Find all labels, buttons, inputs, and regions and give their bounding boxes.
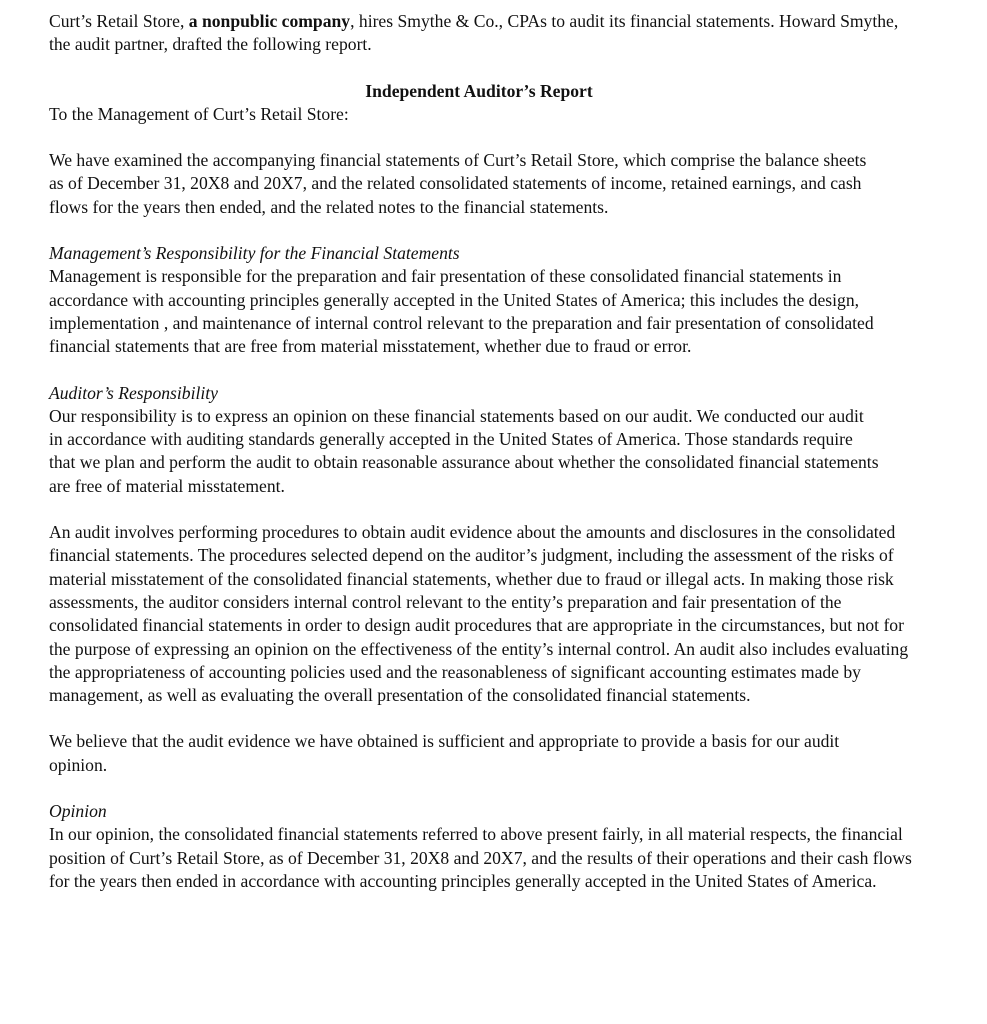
auditor-responsibility-heading: Auditor’s Responsibility: [49, 382, 218, 403]
intro-text-start: Curt’s Retail Store,: [49, 11, 189, 31]
auditor-responsibility-paragraph-3: We believe that the audit evidence we have obtained is sufficient and appropriate to provide a basis for our audit opinion.: [49, 731, 840, 775]
opinion-paragraph: In our opinion, the consolidated financial statements referred to above present fairly, in all material respects, the financial position of Curt’s Retail Store, as of December 31, 20X8 and 20X7, and the results of their operations and their cash flows for the years then ended in accordance with accounting principles generally accepted in the United States of America.: [49, 824, 912, 891]
auditor-responsibility-paragraph-1: Our responsibility is to express an opinion on these financial statements based on our audit. We conducted our audit in accordance with auditing standards generally accepted in the United States of America. Those standards require that we plan and perform the audit to obtain reasonable assurance about whether the consolidated financial statements are free of material misstatement.: [49, 405, 879, 496]
report-title: Independent Auditor’s Report: [365, 80, 593, 101]
intro-paragraph: [49, 10, 899, 57]
management-responsibility-heading: Management’s Responsibility for the Financial Statements: [49, 243, 460, 264]
management-responsibility-paragraph: Management is responsible for the preparation and fair presentation of these consolidated financial statements in accordance with accounting principles generally accepted in the United States of America; this includes the design, implementation , and maintenance of internal control relevant to the preparation and fair presentation of consolidated financial statements that are free from material misstatement, whether due to fraud or error.: [49, 266, 874, 357]
opening-paragraph: We have examined the accompanying financial statements of Curt’s Retail Store, which comprise the balance sheets as of December 31, 20X8 and 20X7, and the related consolidated statements of income, retained earnings, and cash flows for the years then ended, and the related notes to the financial statements.: [49, 150, 867, 217]
report-addressee: To the Management of Curt’s Retail Store:: [49, 103, 349, 124]
intro-bold-phrase: a nonpublic company: [188, 11, 351, 31]
document-page: [49, 10, 969, 916]
intro-text-rest: , hires Smythe & Co., CPAs to audit its financial statements. Howard Smythe, the audit partner, drafted the following report.: [49, 11, 899, 55]
auditor-responsibility-paragraph-2: An audit involves performing procedures to obtain audit evidence about the amounts and disclosures in the consolidated financial statements. The procedures selected depend on the auditor’s judgment, including the assessment of the risks of material misstatement of the consolidated financial statements, whether due to fraud or illegal acts. In making those risk assessments, the auditor considers internal control relevant to the entity’s preparation and fair presentation of the consolidated financial statements in order to design audit procedures that are appropriate in the circumstances, but not for the purpose of expressing an opinion on the effectiveness of the entity’s internal control. An audit also includes evaluating the appropriateness of accounting policies used and the reasonableness of significant accounting estimates made by management, as well as evaluating the overall presentation of the consolidated financial statements.: [49, 522, 909, 706]
opinion-heading: Opinion: [49, 801, 107, 822]
